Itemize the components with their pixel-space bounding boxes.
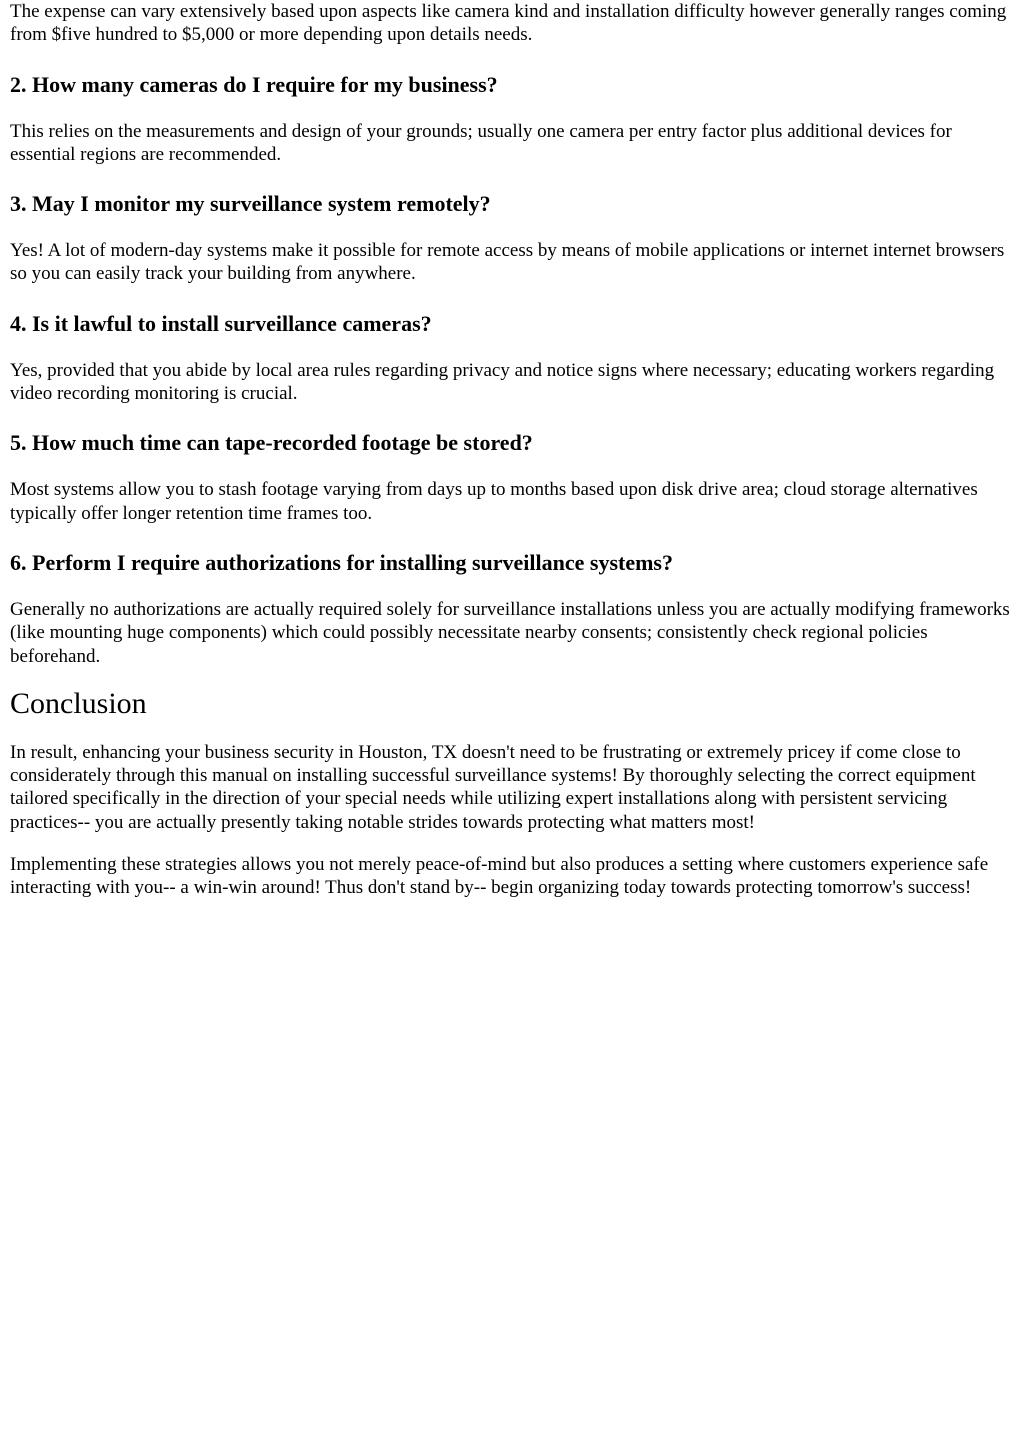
faq-question-6: 6. Perform I require authorizations for installing surveillance systems? (10, 549, 673, 575)
faq-answer-6: Generally no authorizations are actually required solely for surveillance installations unless you are actually modifying frameworks (like mounting huge components) which could possibly necessitate nearby consents; consistently check regional policies beforehand. (10, 598, 1010, 667)
faq-answer-4: Yes, provided that you abide by local area rules regarding privacy and notice signs where necessary; educating workers regarding video recording monitoring is crucial. (10, 359, 995, 405)
faq-answer-2: This relies on the measurements and design of your grounds; usually one camera per entry factor plus additional devices for essential regions are recommended. (10, 120, 952, 165)
faq-answer-3: Yes! A lot of modern-day systems make it possible for remote access by means of mobile applications or internet internet browsers so you can easily track your building from anywhere. (10, 240, 1005, 285)
conclusion-paragraph-1: In result, enhancing your business security in Houston, TX doesn't need to be frustrating or extremely pricey if come close to considerately through this manual on installing successful surveillance systems! By thoroughly selecting the correct equipment tailored specifically in the direction of your special needs while utilizing expert installations along with persistent servicing practices-- you are actually presently taking notable strides towards protecting what matters most! (10, 741, 976, 833)
faq-answer-5: Most systems allow you to stash footage varying from days up to months based upon disk drive area; cloud storage alternatives typically offer longer retention time frames too. (10, 479, 978, 524)
faq-question-5: 5. How much time can tape-recorded footage be stored? (10, 430, 533, 456)
conclusion-heading: Conclusion (10, 686, 147, 720)
conclusion-paragraph-2: Implementing these strategies allows you not merely peace-of-mind but also produces a setting where customers experience safe interacting with you-- a win-win around! Thus don't stand by-- begin organizing today towards protecting tomorrow's success! (10, 854, 989, 899)
faq-question-3: 3. May I monitor my surveillance system remotely? (10, 191, 491, 217)
faq-answer-1: The expense can vary extensively based upon aspects like camera kind and installation difficulty however generally ranges coming from $five hundred to $5,000 or more depending upon details needs. (10, 1, 1007, 46)
faq-question-2: 2. How many cameras do I require for my business? (10, 71, 498, 97)
faq-question-4: 4. Is it lawful to install surveillance cameras? (10, 310, 432, 336)
